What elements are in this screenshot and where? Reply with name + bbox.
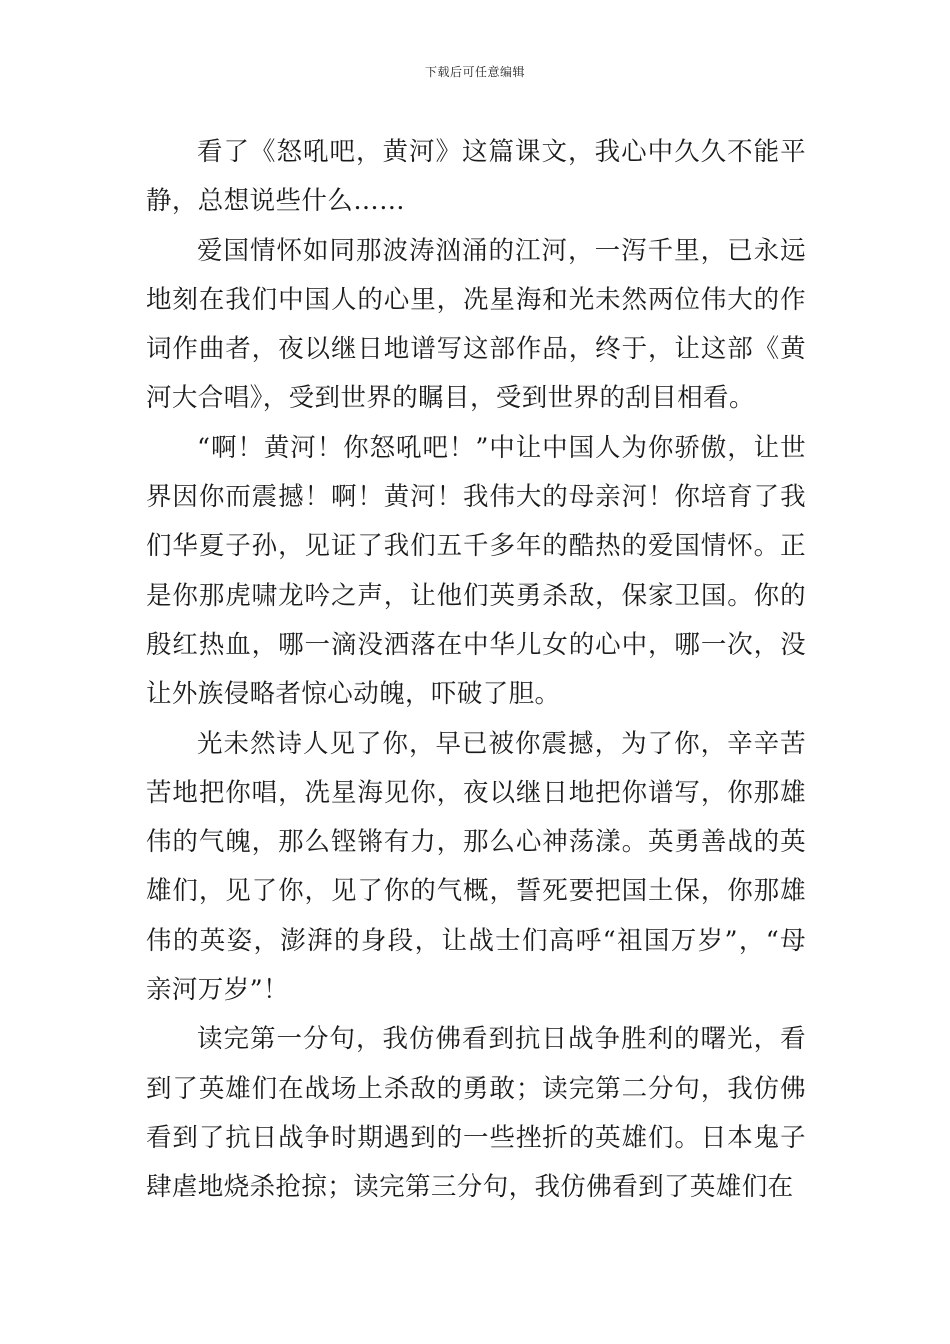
paragraph-3: “啊！黄河！你怒吼吧！”中让中国人为你骄傲，让世界因你而震撼！啊！黄河！我伟大的母亲河！你培育了我们华夏子孙，见证了我们五千多年的酷热的爱国情怀。正是你那虎啸龙吟之声，让他们英勇杀敌，保家卫国。你的殷红热血，哪一滴没洒落在中华儿女的心中，哪一次，没让外族侵略者惊心动魄，吓破了胆。 xyxy=(146,432,806,710)
paragraph-2: 爱国情怀如同那波涛汹涌的江河，一泻千里，已永远地刻在我们中国人的心里，冼星海和光未然两位伟大的作词作曲者，夜以继日地谱写这部作品，终于，让这部《黄河大合唱》，受到世界的瞩目，受到世界的刮目相看。 xyxy=(146,235,806,414)
page-header: 下载后可任意编辑 xyxy=(424,65,525,79)
paragraph-1: 看了《怒吼吧，黄河》这篇课文，我心中久久不能平静，总想说些什么…… xyxy=(146,137,806,217)
paragraph-5: 读完第一分句，我仿佛看到抗日战争胜利的曙光，看到了英雄们在战场上杀敌的勇敢；读完第二分句，我仿佛看到了抗日战争时期遇到的一些挫折的英雄们。日本鬼子肆虐地烧杀抢掠；读完第三分句，我仿佛看到了英雄们在 xyxy=(146,1024,806,1203)
document-body xyxy=(146,128,806,1213)
paragraph-4: 光未然诗人见了你，早已被你震撼，为了你，辛辛苦苦地把你唱，冼星海见你，夜以继日地把你谱写，你那雄伟的气魄，那么铿锵有力，那么心神荡漾。英勇善战的英雄们，见了你，见了你的气概，誓死要把国土保，你那雄伟的英姿，澎湃的身段，让战士们高呼“祖国万岁”，“母亲河万岁”！ xyxy=(146,728,806,1006)
